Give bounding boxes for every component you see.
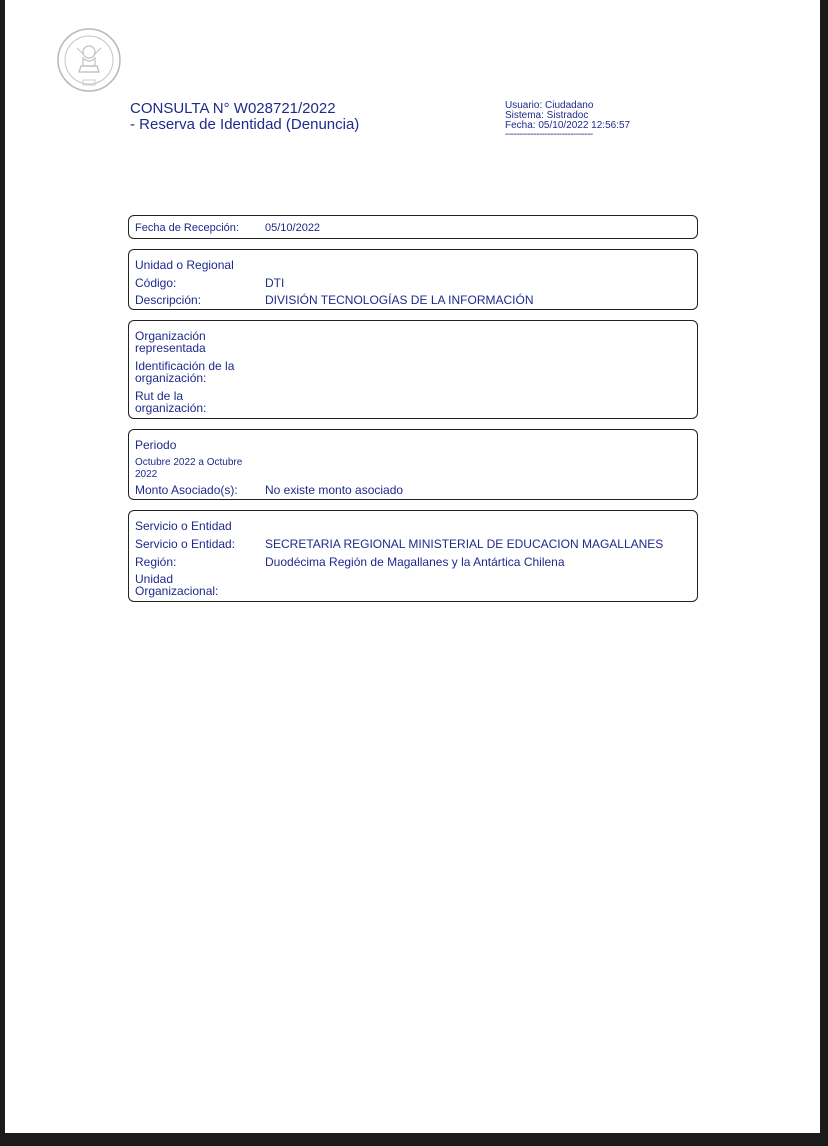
service-heading-row bbox=[135, 520, 691, 532]
period-amount-label: Monto Asociado(s): bbox=[135, 483, 238, 497]
organization-rut-value bbox=[265, 390, 691, 414]
institution-seal-icon bbox=[57, 28, 121, 92]
organization-rut-line-1: Rut de la bbox=[135, 389, 184, 403]
organization-box bbox=[128, 320, 698, 419]
service-unit-row bbox=[135, 573, 691, 597]
organization-id-value bbox=[265, 360, 691, 384]
period-range bbox=[135, 457, 265, 481]
unit-description-row bbox=[135, 294, 691, 306]
service-heading: Servicio o Entidad bbox=[135, 519, 232, 533]
unit-description-value: DIVISIÓN TECNOLOGÍAS DE LA INFORMACIÓN bbox=[265, 293, 534, 307]
title-line-2: - Reserva de Identidad (Denuncia) bbox=[130, 116, 360, 133]
meta-usuario: Usuario: Ciudadano bbox=[505, 100, 594, 111]
organization-rut-line-2: organización: bbox=[135, 401, 207, 415]
period-range-line-1: Octubre 2022 a Octubre bbox=[135, 457, 243, 468]
service-unit-value bbox=[265, 573, 691, 597]
organization-id-line-2: organización: bbox=[135, 371, 207, 385]
service-entity-value: SECRETARIA REGIONAL MINISTERIAL DE EDUCACION MAGALLANES bbox=[265, 537, 664, 551]
organization-heading-line-2: representada bbox=[135, 341, 206, 355]
service-box bbox=[128, 510, 698, 602]
document-page bbox=[5, 0, 820, 1133]
meta-sistema: Sistema: Sistradoc bbox=[505, 110, 589, 121]
meta-divider: ------------------------------- bbox=[505, 129, 593, 140]
reception-date-row bbox=[135, 222, 691, 234]
service-unit-label bbox=[135, 573, 265, 597]
reception-date-label: Fecha de Recepción: bbox=[135, 222, 239, 234]
organization-rut-row bbox=[135, 390, 691, 414]
service-entity-label: Servicio o Entidad: bbox=[135, 537, 236, 551]
period-heading: Periodo bbox=[135, 438, 177, 452]
service-unit-line-2: Organizacional: bbox=[135, 584, 219, 598]
unit-code-label: Código: bbox=[135, 276, 177, 290]
service-region-label: Región: bbox=[135, 555, 177, 569]
document-title bbox=[130, 101, 359, 133]
service-unit-line-1: Unidad bbox=[135, 572, 174, 586]
organization-heading-line-1: Organización bbox=[135, 329, 206, 343]
organization-heading bbox=[135, 330, 265, 354]
organization-id-row bbox=[135, 360, 691, 384]
period-range-line-2: 2022 bbox=[135, 469, 158, 480]
reception-date-value: 05/10/2022 bbox=[265, 222, 321, 234]
period-heading-row bbox=[135, 439, 691, 451]
period-amount-value: No existe monto asociado bbox=[265, 483, 404, 497]
unit-box bbox=[128, 249, 698, 310]
organization-rut-label bbox=[135, 390, 265, 414]
organization-id-label bbox=[135, 360, 265, 384]
reception-date-box bbox=[128, 215, 698, 239]
unit-description-label: Descripción: bbox=[135, 293, 202, 307]
unit-code-row bbox=[135, 277, 691, 289]
unit-heading: Unidad o Regional bbox=[135, 258, 234, 272]
unit-heading-row bbox=[135, 259, 691, 271]
organization-heading-row bbox=[135, 330, 691, 354]
organization-id-line-1: Identificación de la bbox=[135, 359, 235, 373]
service-region-value: Duodécima Región de Magallanes y la Antártica Chilena bbox=[265, 555, 565, 569]
title-line-1: CONSULTA N° W028721/2022 bbox=[130, 100, 336, 117]
meta-fecha: Fecha: 05/10/2022 12:56:57 bbox=[505, 120, 631, 131]
period-range-row bbox=[135, 457, 691, 481]
period-box bbox=[128, 429, 698, 500]
unit-code-value: DTI bbox=[265, 276, 285, 290]
period-amount-row bbox=[135, 484, 691, 496]
document-meta bbox=[505, 101, 630, 139]
service-entity-row bbox=[135, 538, 691, 550]
service-region-row bbox=[135, 556, 691, 568]
